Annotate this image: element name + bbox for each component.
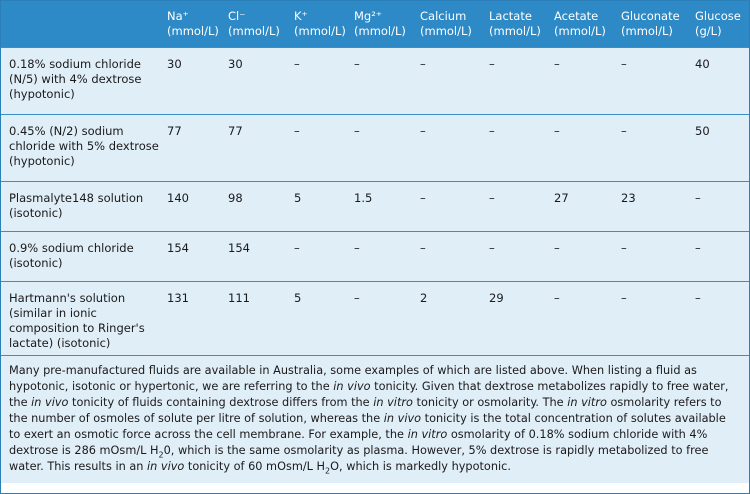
cell-cl: 98 (224, 181, 290, 231)
cell-calcium: – (416, 114, 485, 181)
table-row (1, 114, 749, 181)
cell-gluconate: – (617, 47, 691, 114)
cell-acetate: – (550, 47, 617, 114)
cell-calcium: – (416, 231, 485, 281)
fluid-name: 0.9% sodium chloride (isotonic) (1, 231, 163, 281)
header-fluid (1, 1, 163, 47)
table-footnote: Many pre-manufactured fluids are available in Australia, some examples of which are listed above. When listing a fluid as hypotonic, isotonic or hypertonic, we are referring to the in vivo tonicity. Given that dextrose metabolizes rapidly to free water, the in vivo tonicity of fluids containing dextrose differs from the in vitro tonicity or osmolarity. The in vitro osmolarity refers to the number of osmoles of solute per litre of solution, whereas the in vivo tonicity is the total concentration of solutes available to exert an osmotic force across the cell membrane. For example, the in vitro osmolarity of 0.18% sodium chloride with 4% dextrose is 286 mOsm/L $H_20$, which is the same osmolarity as plasma. However, 5% dextrose is rapidly metabolized to free water. This results in an in vivo tonicity of 60 mOsm/L $H_2O$, which is markedly hypotonic. (1, 355, 749, 483)
cell-mg: – (350, 47, 416, 114)
cell-lactate: – (485, 114, 550, 181)
cell-glucose: – (691, 281, 749, 355)
cell-cl: 154 (224, 231, 290, 281)
header-k: K⁺ (mmol/L) (294, 9, 346, 38)
cell-lactate: – (485, 181, 550, 231)
table-row (1, 231, 749, 281)
table-row (1, 47, 749, 114)
header-na: Na⁺ (mmol/L) (167, 9, 219, 38)
cell-k: 5 (290, 181, 350, 231)
cell-na: 140 (163, 181, 224, 231)
cell-glucose: 50 (691, 114, 749, 181)
cell-glucose: – (691, 181, 749, 231)
cell-gluconate: – (617, 281, 691, 355)
table-row (1, 181, 749, 231)
fluid-composition-table (1, 1, 749, 355)
cell-acetate: 27 (550, 181, 617, 231)
cell-gluconate: – (617, 114, 691, 181)
header-cl: Cl⁻ (mmol/L) (228, 9, 280, 38)
cell-na: 131 (163, 281, 224, 355)
cell-lactate: 29 (485, 281, 550, 355)
cell-mg: 1.5 (350, 181, 416, 231)
cell-glucose: – (691, 231, 749, 281)
cell-mg: – (350, 231, 416, 281)
cell-k: 5 (290, 281, 350, 355)
header-glucose: Glucose (g/L) (695, 9, 741, 38)
cell-cl: 77 (224, 114, 290, 181)
cell-gluconate: – (617, 231, 691, 281)
fluid-name: 0.45% (N/2) sodium chloride with 5% dextrose (hypotonic) (1, 114, 163, 181)
cell-k: – (290, 47, 350, 114)
cell-acetate: – (550, 281, 617, 355)
cell-acetate: – (550, 231, 617, 281)
cell-gluconate: 23 (617, 181, 691, 231)
cell-mg: – (350, 281, 416, 355)
header-acetate: Acetate (mmol/L) (554, 9, 606, 38)
header-gluconate: Gluconate (mmol/L) (621, 9, 680, 38)
fluid-name: Hartmann's solution (similar in ionic composition to Ringer's lactate) (isotonic) (1, 281, 163, 355)
cell-k: – (290, 114, 350, 181)
cell-lactate: – (485, 231, 550, 281)
cell-calcium: – (416, 47, 485, 114)
cell-na: 154 (163, 231, 224, 281)
cell-cl: 111 (224, 281, 290, 355)
cell-na: 77 (163, 114, 224, 181)
header-calcium: Calcium (mmol/L) (420, 9, 472, 38)
cell-glucose: 40 (691, 47, 749, 114)
header-row (1, 1, 749, 47)
cell-acetate: – (550, 114, 617, 181)
header-lactate: Lactate (mmol/L) (489, 9, 541, 38)
cell-k: – (290, 231, 350, 281)
fluid-name: Plasmalyte148 solution (isotonic) (1, 181, 163, 231)
cell-mg: – (350, 114, 416, 181)
cell-calcium: 2 (416, 281, 485, 355)
fluid-name: 0.18% sodium chloride (N/5) with 4% dextrose (hypotonic) (1, 47, 163, 114)
cell-lactate: – (485, 47, 550, 114)
cell-calcium: – (416, 181, 485, 231)
header-mg: Mg²⁺ (mmol/L) (354, 9, 406, 38)
cell-cl: 30 (224, 47, 290, 114)
table-row (1, 281, 749, 355)
cell-na: 30 (163, 47, 224, 114)
